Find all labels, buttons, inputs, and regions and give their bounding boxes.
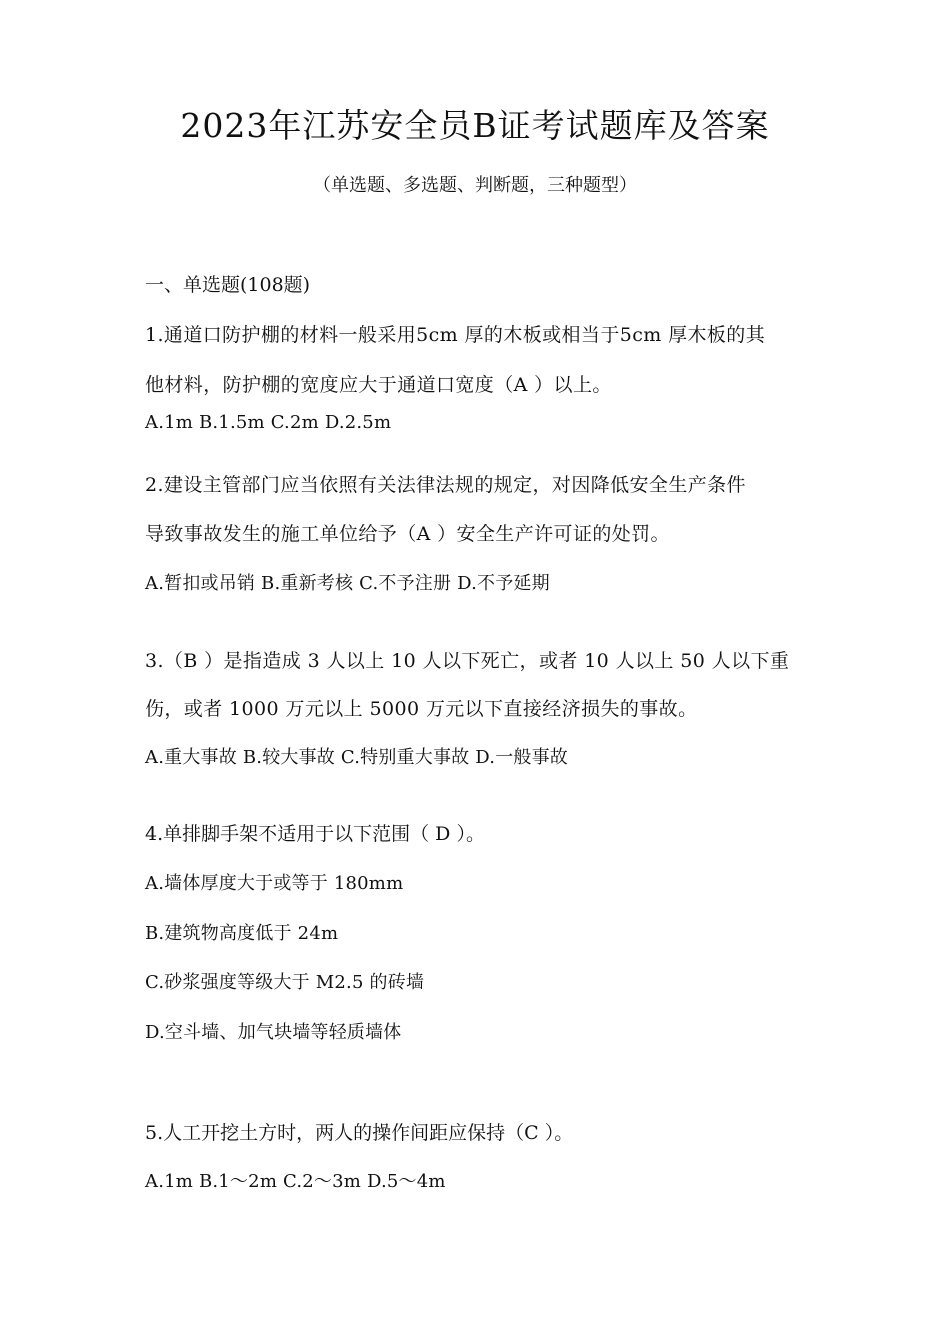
question-2-options: A.暂扣或吊销 B.重新考核 C.不予注册 D.不予延期 [145, 573, 550, 594]
question-3-options: A.重大事故 B.较大事故 C.特别重大事故 D.一般事故 [145, 747, 568, 768]
question-2-text-line-2: 导致事故发生的施工单位给予（A ）安全生产许可证的处罚。 [145, 523, 670, 545]
question-3-text-line-1: 3.（B ）是指造成 3 人以上 10 人以下死亡，或者 10 人以上 50 人以下重 [145, 650, 790, 672]
question-4-option-a: A.墙体厚度大于或等于 180mm [145, 873, 404, 894]
document-title: 2023年江苏安全员B证考试题库及答案 [180, 106, 770, 145]
question-2-text-line-1: 2.建设主管部门应当依照有关法律法规的规定，对因降低安全生产条件 [145, 474, 746, 496]
question-4-option-b: B.建筑物高度低于 24m [145, 923, 339, 944]
question-3-text-line-2: 伤，或者 1000 万元以上 5000 万元以下直接经济损失的事故。 [145, 698, 698, 720]
question-4-option-c: C.砂浆强度等级大于 M2.5 的砖墙 [145, 972, 425, 993]
question-1-options: A.1m B.1.5m C.2m D.2.5m [145, 412, 392, 433]
section-heading: 一、单选题(108题) [145, 274, 311, 296]
question-4-text-line-1: 4.单排脚手架不适用于以下范围（ D ）。 [145, 823, 485, 845]
question-4-option-d: D.空斗墙、加气块墙等轻质墙体 [145, 1022, 402, 1043]
question-5-options: A.1m B.1～2m C.2～3m D.5～4m [145, 1171, 446, 1192]
question-5-text-line-1: 5.人工开挖土方时，两人的操作间距应保持（C ）。 [145, 1122, 574, 1144]
question-1-text-line-1: 1.通道口防护棚的材料一般采用5cm 厚的木板或相当于5cm 厚木板的其 [145, 324, 766, 346]
document-subtitle: （单选题、多选题、判断题，三种题型） [313, 175, 637, 196]
question-1-text-line-2: 他材料，防护棚的宽度应大于通道口宽度（A ）以上。 [145, 374, 612, 396]
